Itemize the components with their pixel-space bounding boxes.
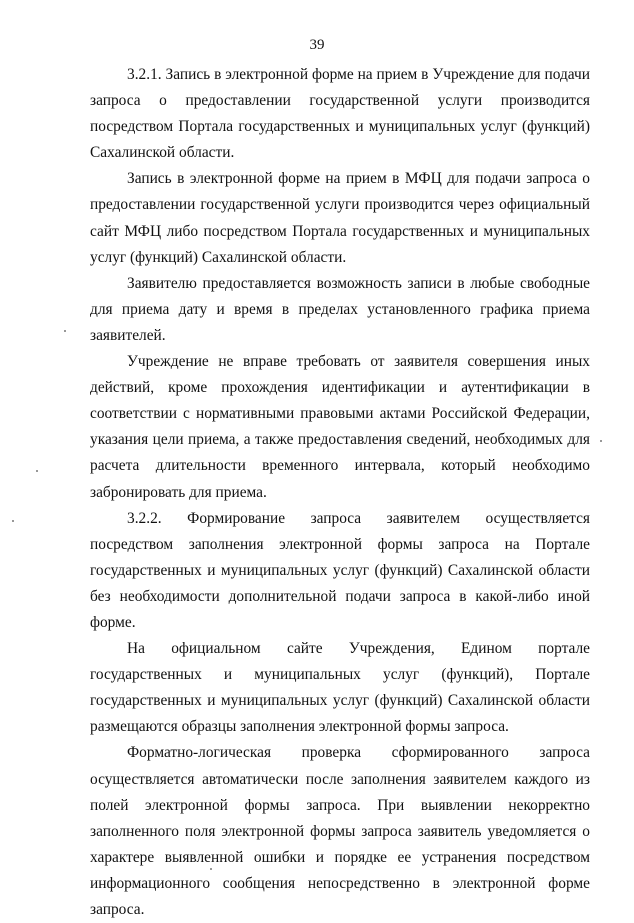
paragraph-appointment-time: Заявителю предоставляется возможность записи в любые свободные для приема дату и время в пределах установленного графика приема заявителей. <box>90 274 590 344</box>
scan-speck <box>600 440 602 442</box>
scan-speck <box>64 330 66 332</box>
document-body <box>90 62 590 923</box>
paragraph-mfc-appointment: Запись в электронной форме на прием в МФЦ для подачи запроса о предоставлении государственной услуги производится через официальный сайт МФЦ либо посредством Портала государственных и муниципальных услуг (функций) Сахалинской области. <box>90 170 590 266</box>
paragraph-format-check: Форматно-логическая проверка сформированного запроса осуществляется автоматически после заполнения заявителем каждого из полей электронной формы запроса. При выявлении некорректно заполненного поля электронной формы запроса заявитель уведомляется о характере выявленной ошибки и порядке ее устранения посредством информационного сообщения непосредственно в электронной форме запроса. <box>90 744 590 918</box>
paragraph-form-samples: На официальном сайте Учреждения, Едином портале государственных и муниципальных услуг (функций), Портале государственных и муниципальных услуг (функций) Сахалинской области размещаются образцы заполнения электронной формы запроса. <box>90 640 590 736</box>
scan-speck <box>12 520 14 522</box>
scan-speck <box>210 868 212 870</box>
scan-speck <box>36 470 38 472</box>
paragraph-institution-restrictions: Учреждение не вправе требовать от заявителя совершения иных действий, кроме прохождения идентификации и аутентификации в соответствии с нормативными правовыми актами Российской Федерации, указания цели приема, а также предоставления сведений, необходимых для расчета длительности временного интервала, который необходимо забронировать для приема. <box>90 353 590 501</box>
paragraph-3-2-2: 3.2.2. Формирование запроса заявителем осуществляется посредством заполнения электронной формы запроса на Портале государственных и муниципальных услуг (функций) Сахалинской области без необходимости дополнительной подачи запроса в какой-либо иной форме. <box>90 509 590 631</box>
page-number: 39 <box>309 37 325 53</box>
paragraph-3-2-1: 3.2.1. Запись в электронной форме на прием в Учреждение для подачи запроса о предоставлении государственной услуги производится посредством Портала государственных и муниципальных услуг (функций) Сахалинской области. <box>90 66 590 162</box>
